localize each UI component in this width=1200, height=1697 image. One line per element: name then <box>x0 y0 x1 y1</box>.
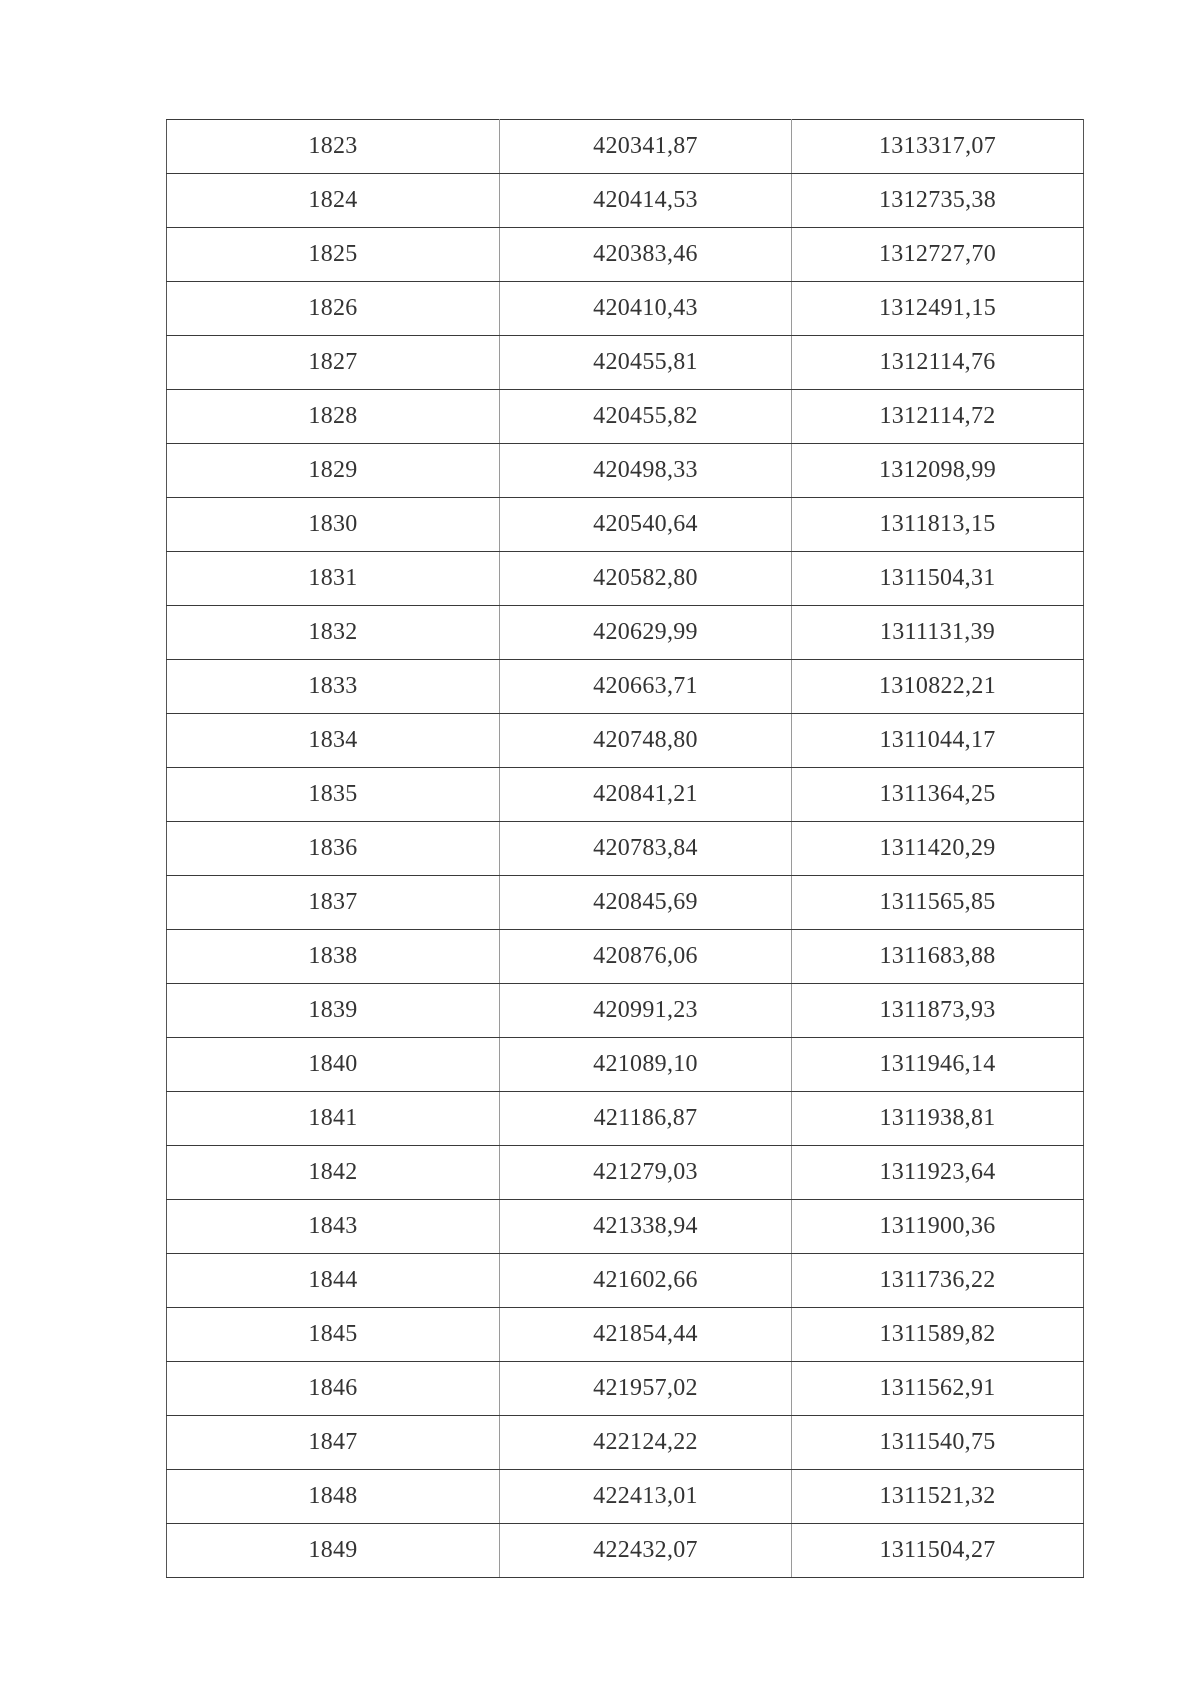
x-coordinate-cell: 420629,99 <box>500 606 792 660</box>
x-coordinate-cell: 421854,44 <box>500 1308 792 1362</box>
point-number-cell: 1845 <box>167 1308 500 1362</box>
table-row <box>167 1254 1084 1308</box>
y-coordinate-cell: 1311504,27 <box>792 1524 1084 1578</box>
table-row <box>167 498 1084 552</box>
table-row <box>167 552 1084 606</box>
y-coordinate-cell: 1311420,29 <box>792 822 1084 876</box>
coordinates-table-body <box>167 120 1084 1578</box>
y-coordinate-cell: 1312114,76 <box>792 336 1084 390</box>
x-coordinate-cell: 420748,80 <box>500 714 792 768</box>
table-row <box>167 930 1084 984</box>
y-coordinate-cell: 1312735,38 <box>792 174 1084 228</box>
point-number-cell: 1828 <box>167 390 500 444</box>
y-coordinate-cell: 1311562,91 <box>792 1362 1084 1416</box>
x-coordinate-cell: 420414,53 <box>500 174 792 228</box>
y-coordinate-cell: 1311736,22 <box>792 1254 1084 1308</box>
y-coordinate-cell: 1311364,25 <box>792 768 1084 822</box>
x-coordinate-cell: 420663,71 <box>500 660 792 714</box>
table-row <box>167 1092 1084 1146</box>
y-coordinate-cell: 1312114,72 <box>792 390 1084 444</box>
y-coordinate-cell: 1311683,88 <box>792 930 1084 984</box>
y-coordinate-cell: 1311900,36 <box>792 1200 1084 1254</box>
table-row <box>167 984 1084 1038</box>
x-coordinate-cell: 420991,23 <box>500 984 792 1038</box>
x-coordinate-cell: 420841,21 <box>500 768 792 822</box>
x-coordinate-cell: 420341,87 <box>500 120 792 174</box>
table-row <box>167 1416 1084 1470</box>
point-number-cell: 1849 <box>167 1524 500 1578</box>
x-coordinate-cell: 420582,80 <box>500 552 792 606</box>
table-row <box>167 1524 1084 1578</box>
coordinates-table <box>166 119 1084 1578</box>
point-number-cell: 1839 <box>167 984 500 1038</box>
table-row <box>167 1308 1084 1362</box>
y-coordinate-cell: 1313317,07 <box>792 120 1084 174</box>
point-number-cell: 1823 <box>167 120 500 174</box>
point-number-cell: 1829 <box>167 444 500 498</box>
point-number-cell: 1835 <box>167 768 500 822</box>
x-coordinate-cell: 420783,84 <box>500 822 792 876</box>
table-row <box>167 174 1084 228</box>
y-coordinate-cell: 1311873,93 <box>792 984 1084 1038</box>
point-number-cell: 1840 <box>167 1038 500 1092</box>
x-coordinate-cell: 420876,06 <box>500 930 792 984</box>
x-coordinate-cell: 420410,43 <box>500 282 792 336</box>
x-coordinate-cell: 421089,10 <box>500 1038 792 1092</box>
x-coordinate-cell: 421186,87 <box>500 1092 792 1146</box>
table-row <box>167 1038 1084 1092</box>
point-number-cell: 1830 <box>167 498 500 552</box>
table-row <box>167 1200 1084 1254</box>
table-row <box>167 606 1084 660</box>
point-number-cell: 1841 <box>167 1092 500 1146</box>
point-number-cell: 1837 <box>167 876 500 930</box>
x-coordinate-cell: 421602,66 <box>500 1254 792 1308</box>
x-coordinate-cell: 420383,46 <box>500 228 792 282</box>
point-number-cell: 1834 <box>167 714 500 768</box>
table-row <box>167 1146 1084 1200</box>
x-coordinate-cell: 422413,01 <box>500 1470 792 1524</box>
table-row <box>167 1470 1084 1524</box>
y-coordinate-cell: 1311923,64 <box>792 1146 1084 1200</box>
x-coordinate-cell: 421338,94 <box>500 1200 792 1254</box>
point-number-cell: 1825 <box>167 228 500 282</box>
y-coordinate-cell: 1312491,15 <box>792 282 1084 336</box>
point-number-cell: 1843 <box>167 1200 500 1254</box>
x-coordinate-cell: 420845,69 <box>500 876 792 930</box>
y-coordinate-cell: 1311044,17 <box>792 714 1084 768</box>
y-coordinate-cell: 1311504,31 <box>792 552 1084 606</box>
y-coordinate-cell: 1311813,15 <box>792 498 1084 552</box>
point-number-cell: 1833 <box>167 660 500 714</box>
point-number-cell: 1846 <box>167 1362 500 1416</box>
point-number-cell: 1831 <box>167 552 500 606</box>
x-coordinate-cell: 420455,82 <box>500 390 792 444</box>
table-row <box>167 822 1084 876</box>
y-coordinate-cell: 1312727,70 <box>792 228 1084 282</box>
point-number-cell: 1844 <box>167 1254 500 1308</box>
point-number-cell: 1838 <box>167 930 500 984</box>
point-number-cell: 1836 <box>167 822 500 876</box>
y-coordinate-cell: 1311131,39 <box>792 606 1084 660</box>
table-row <box>167 390 1084 444</box>
point-number-cell: 1847 <box>167 1416 500 1470</box>
y-coordinate-cell: 1312098,99 <box>792 444 1084 498</box>
table-row <box>167 1362 1084 1416</box>
y-coordinate-cell: 1311938,81 <box>792 1092 1084 1146</box>
y-coordinate-cell: 1310822,21 <box>792 660 1084 714</box>
x-coordinate-cell: 422432,07 <box>500 1524 792 1578</box>
y-coordinate-cell: 1311521,32 <box>792 1470 1084 1524</box>
y-coordinate-cell: 1311540,75 <box>792 1416 1084 1470</box>
y-coordinate-cell: 1311589,82 <box>792 1308 1084 1362</box>
point-number-cell: 1827 <box>167 336 500 390</box>
point-number-cell: 1826 <box>167 282 500 336</box>
table-row <box>167 768 1084 822</box>
point-number-cell: 1824 <box>167 174 500 228</box>
x-coordinate-cell: 421279,03 <box>500 1146 792 1200</box>
x-coordinate-cell: 420455,81 <box>500 336 792 390</box>
x-coordinate-cell: 422124,22 <box>500 1416 792 1470</box>
y-coordinate-cell: 1311946,14 <box>792 1038 1084 1092</box>
point-number-cell: 1832 <box>167 606 500 660</box>
table-row <box>167 120 1084 174</box>
table-row <box>167 282 1084 336</box>
x-coordinate-cell: 420540,64 <box>500 498 792 552</box>
table-row <box>167 714 1084 768</box>
point-number-cell: 1842 <box>167 1146 500 1200</box>
x-coordinate-cell: 421957,02 <box>500 1362 792 1416</box>
y-coordinate-cell: 1311565,85 <box>792 876 1084 930</box>
table-row <box>167 876 1084 930</box>
table-row <box>167 336 1084 390</box>
table-row <box>167 444 1084 498</box>
table-row <box>167 228 1084 282</box>
table-row <box>167 660 1084 714</box>
x-coordinate-cell: 420498,33 <box>500 444 792 498</box>
point-number-cell: 1848 <box>167 1470 500 1524</box>
